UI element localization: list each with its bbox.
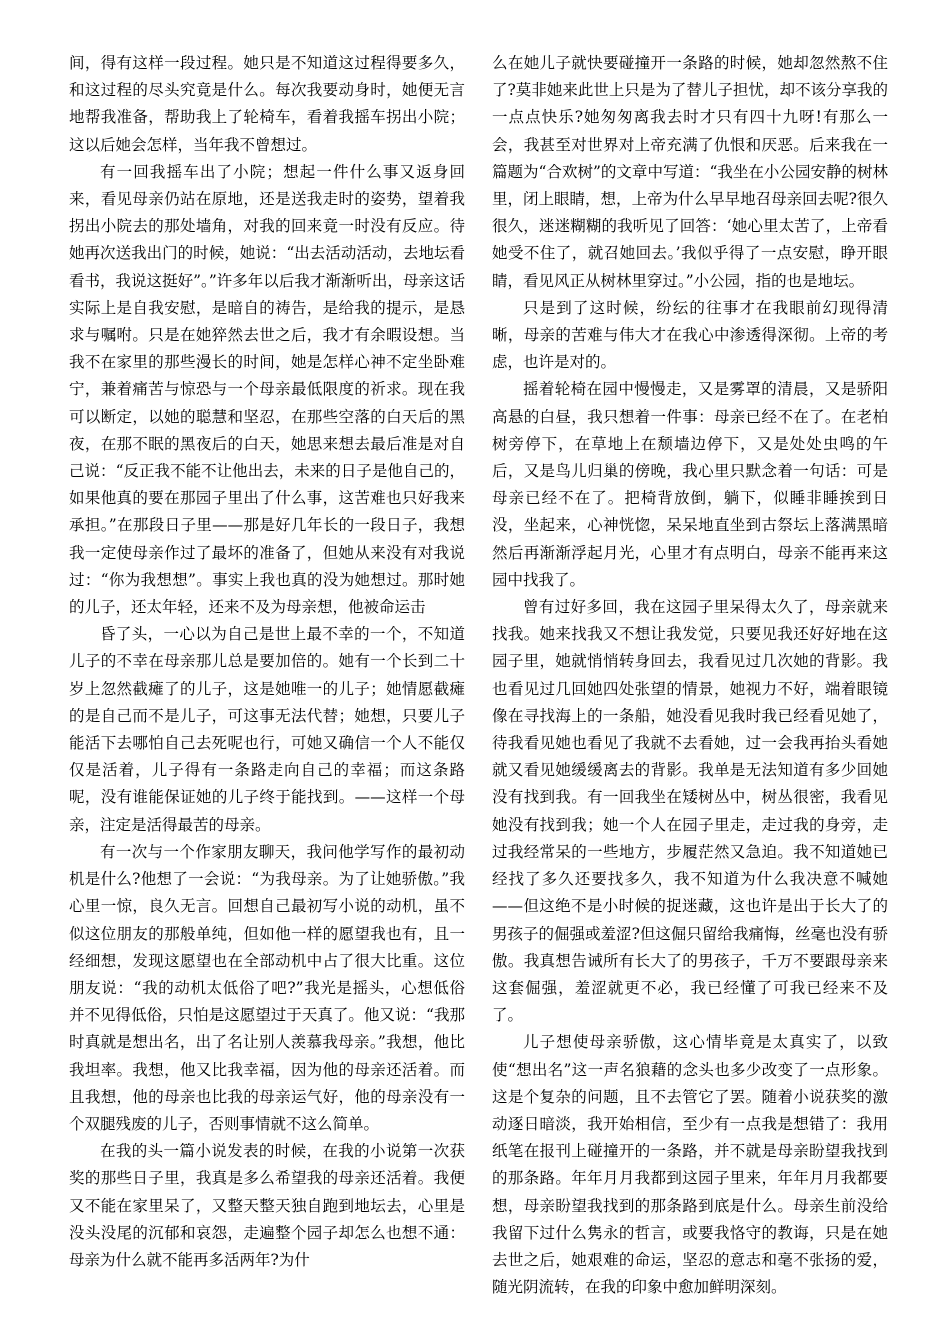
paragraph: 昏了头，一心以为自己是世上最不幸的一个，不知道儿子的不幸在母亲那儿总是要加倍的。她有一个长到二十岁上忽然截瘫了的儿子，这是她唯一的儿子；她情愿截瘫的是自己而不是儿子，可这事无法代替；她想，只要儿子能活下去哪怕自己去死呢也行，可她又确信一个人不能仅仅是活着，儿子得有一条路走向自己的幸福；而这条路呢，没有谁能保证她的儿子终于能找到。——这样一个母亲，注定是活得最苦的母亲。 (69, 625, 465, 834)
paragraph: 有一次与一个作家朋友聊天，我问他学写作的最初动机是什么?他想了一会说：“为我母亲。为了让她骄傲。”我心里一惊，良久无言。回想自己最初写小说的动机，虽不似这位朋友的那般单纯，但如他一样的愿望我也有，且一经细想，发现这愿望也在全部动机中占了很大比重。这位朋友说：“我的动机太低俗了吧?”我光是摇头，心想低俗并不见得低俗，只怕是这愿望过于天真了。他又说：“我那时真就是想出名，出了名让别人羡慕我母亲。”我想，他比我坦率。我想，他又比我幸福，因为他的母亲还活着。而且我想，他的母亲也比我的母亲运气好，他的母亲没有一个双腿残废的儿子，否则事情就不这么简单。 (69, 842, 465, 1133)
paragraph: 只是到了这时候，纷纭的往事才在我眼前幻现得清晰，母亲的苦难与伟大才在我心中渗透得深彻。上帝的考虑，也许是对的。 (492, 298, 888, 372)
paragraph: 摇着轮椅在园中慢慢走，又是雾罩的清晨，又是骄阳高悬的白昼，我只想着一件事：母亲已经不在了。在老柏树旁停下，在草地上在颓墙边停下，又是处处虫鸣的午后，又是鸟儿归巢的傍晚，我心里只默念着一句话：可是母亲已经不在了。把椅背放倒，躺下，似睡非睡挨到日没，坐起来，心神恍惚，呆呆地直坐到古祭坛上落满黑暗然后再渐渐浮起月光，心里才有点明白，母亲不能再来这园中找我了。 (492, 380, 888, 589)
paragraph: 么在她儿子就快要碰撞开一条路的时候，她却忽然熬不住了?莫非她来此世上只是为了替儿子担忧，却不该分享我的一点点快乐?她匆匆离我去时才只有四十九呀!有那么一会，我甚至对世界对上帝充满了仇恨和厌恶。后来我在一篇题为“合欢树”的文章中写道：“我坐在小公园安静的树林里，闭上眼睛，想，上帝为什么早早地召母亲回去呢?很久很久，迷迷糊糊的我听见了回答：‘她心里太苦了，上帝看她受不住了，就召她回去。’我似乎得了一点安慰，睁开眼睛，看见风正从树林里穿过。”小公园，指的也是地坛。 (492, 54, 888, 290)
paragraph: 儿子想使母亲骄傲，这心情毕竟是太真实了，以致使“想出名”这一声名狼藉的念头也多少改变了一点形象。这是个复杂的问题，且不去管它了罢。随着小说获奖的激动逐日暗淡，我开始相信，至少有一点我是想错了：我用纸笔在报刊上碰撞开的一条路，并不就是母亲盼望我找到的那条路。年年月月我都到这园子里来，年年月月我都要想，母亲盼望我找到的那条路到底是什么。母亲生前没给我留下过什么隽永的哲言，或要我恪守的教诲，只是在她去世之后，她艰难的命运，坚忍的意志和毫不张扬的爱，随光阴流转，在我的印象中愈加鲜明深刻。 (492, 1033, 888, 1297)
paragraph: 在我的头一篇小说发表的时候，在我的小说第一次获奖的那些日子里，我真是多么希望我的母亲还活着。我便又不能在家里呆了，又整天整天独自跑到地坛去，心里是没头没尾的沉郁和哀怨，走遍整个园子却怎么也想不通：母亲为什么就不能再多活两年?为什 (69, 1142, 465, 1269)
paragraph: 间，得有这样一段过程。她只是不知道这过程得要多久，和这过程的尽头究竟是什么。每次我要动身时，她便无言地帮我准备，帮助我上了轮椅车，看着我摇车拐出小院；这以后她会怎样，当年我不曾想过。 (69, 54, 465, 154)
right-column (492, 50, 888, 1301)
paragraph: 曾有过好多回，我在这园子里呆得太久了，母亲就来找我。她来找我又不想让我发觉，只要见我还好好地在这园子里，她就悄悄转身回去，我看见过几次她的背影。我也看见过几回她四处张望的情景，她视力不好，端着眼镜像在寻找海上的一条船，她没看见我时我已经看见她了，待我看见她也看见了我就不去看她，过一会我再抬头看她就又看见她缓缓离去的背影。我单是无法知道有多少回她没有找到我。有一回我坐在矮树丛中，树丛很密，我看见她没有找到我；她一个人在园子里走，走过我的身旁，走过我经常呆的一些地方，步履茫然又急迫。我不知道她已经找了多久还要找多久，我不知道为什么我决意不喊她——但这绝不是小时候的捉迷藏，这也许是出于长大了的男孩子的倔强或羞涩?但这倔只留给我痛悔，丝毫也没有骄傲。我真想告诫所有长大了的男孩子，千万不要跟母亲来这套倔强，羞涩就更不必，我已经懂了可我已经来不及了。 (492, 598, 888, 1025)
paragraph: 有一回我摇车出了小院；想起一件什么事又返身回来，看见母亲仍站在原地，还是送我走时的姿势，望着我拐出小院去的那处墙角，对我的回来竟一时没有反应。待她再次送我出门的时候，她说：“出去活动活动，去地坛看看书，我说这挺好”。”许多年以后我才渐渐听出，母亲这话实际上是自我安慰，是暗自的祷告，是给我的提示，是恳求与嘱咐。只是在她猝然去世之后，我才有余暇设想。当我不在家里的那些漫长的时间，她是怎样心神不定坐卧难宁，兼着痛苦与惊恐与一个母亲最低限度的祈求。现在我可以断定，以她的聪慧和坚忍，在那些空落的白天后的黑夜，在那不眠的黑夜后的白天，她思来想去最后准是对自己说：“反正我不能不让他出去，未来的日子是他自己的，如果他真的要在那园子里出了什么事，这苦难也只好我来承担。”在那段日子里——那是好几年长的一段日子，我想我一定使母亲作过了最坏的准备了，但她从来没有对我说过：“你为我想想”。事实上我也真的没为她想过。那时她的儿子，还太年轻，还来不及为母亲想，他被命运击 (69, 162, 465, 617)
left-column (69, 50, 465, 1274)
